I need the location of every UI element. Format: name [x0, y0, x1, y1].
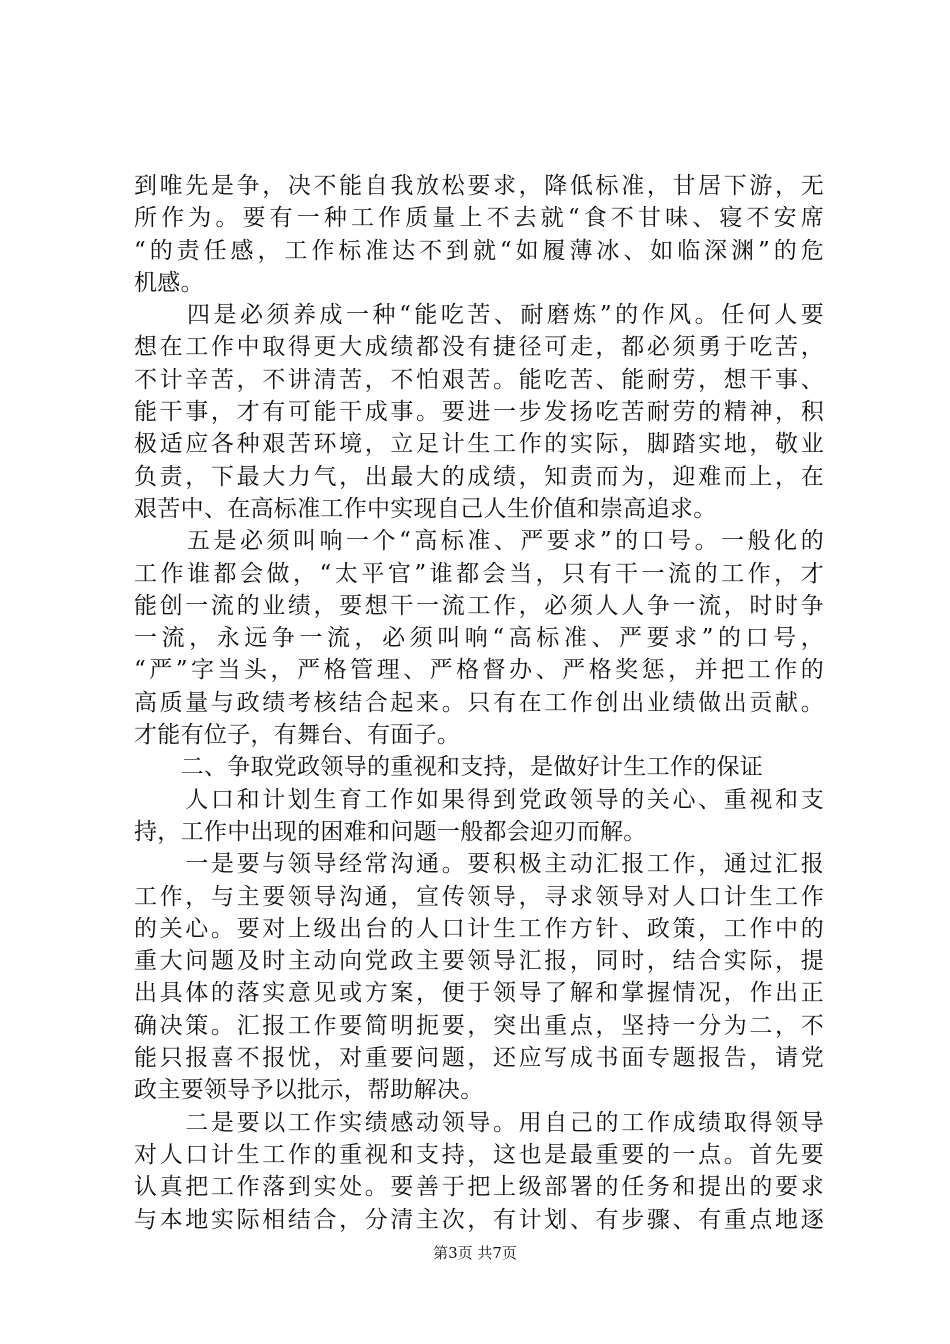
text-line: 认真把工作落到实处。要善于把上级部署的任务和提出的要求	[134, 1174, 824, 1201]
text-line: 一是要与领导经常沟通。要积极主动汇报工作，通过汇报	[134, 851, 824, 878]
text-line: 不计辛苦，不讲清苦，不怕艰苦。能吃苦、能耐劳，想干事、	[134, 366, 824, 393]
text-line: 五是必须叫响一个“高标准、严要求”的口号。一般化的	[134, 528, 824, 555]
text-line: 艰苦中、在高标准工作中实现自己人生价值和崇高追求。	[134, 495, 717, 522]
text-line: “严”字当头，严格管理、严格督办、严格奖惩，并把工作的	[134, 657, 824, 684]
text-line: 与本地实际相结合，分清主次，有计划、有步骤、有重点地逐	[134, 1206, 824, 1233]
text-line: “的责任感，工作标准达不到就“如履薄冰、如临深渊”的危	[134, 237, 824, 264]
text-line: 对人口计生工作的重视和支持，这也是最重要的一点。首先要	[134, 1141, 824, 1168]
text-line: 出具体的落实意见或方案，便于领导了解和掌握情况，作出正	[134, 980, 824, 1007]
text-line: 的关心。要对上级出台的人口计生工作方针、政策，工作中的	[134, 915, 824, 942]
text-line: 极适应各种艰苦环境，立足计生工作的实际，脚踏实地，敬业	[134, 431, 824, 458]
text-line: 到唯先是争，决不能自我放松要求，降低标准，甘居下游，无	[134, 173, 824, 199]
text-line: 机感。	[134, 269, 204, 296]
text-line: 所作为。要有一种工作质量上不去就“食不甘味、寝不安席	[134, 205, 824, 232]
text-line: 才能有位子，有舞台、有面子。	[134, 722, 461, 749]
text-line: 能干事，才有可能干成事。要进一步发扬吃苦耐劳的精神，积	[134, 399, 824, 426]
text-line: 四是必须养成一种“能吃苦、耐磨炼”的作风。任何人要	[134, 302, 824, 329]
text-line: 重大问题及时主动向党政主要领导汇报，同时，结合实际，提	[134, 948, 824, 975]
text-line: 高质量与政绩考核结合起来。只有在工作创出业绩做出贡献。	[134, 689, 824, 716]
text-line: 能只报喜不报忧，对重要问题，还应写成书面专题报告，请党	[134, 1045, 824, 1072]
text-line: 想在工作中取得更大成绩都没有捷径可走，都必须勇于吃苦，	[134, 334, 824, 361]
text-line: 负责，下最大力气，出最大的成绩，知责而为，迎难而上，在	[134, 463, 824, 490]
text-line: 政主要领导予以批示，帮助解决。	[134, 1077, 484, 1104]
document-body	[134, 170, 824, 1236]
text-line: 一流，永远争一流，必须叫响“高标准、严要求”的口号，	[134, 625, 824, 652]
text-line: 二是要以工作实绩感动领导。用自己的工作成绩取得领导	[134, 1109, 824, 1136]
text-line: 工作，与主要领导沟通，宣传领导，寻求领导对人口计生工作	[134, 883, 824, 910]
text-line: 二、争取党政领导的重视和支持，是做好计生工作的保证	[134, 754, 764, 781]
text-line: 确决策。汇报工作要简明扼要，突出重点，坚持一分为二，不	[134, 1012, 824, 1039]
text-line: 能创一流的业绩，要想干一流工作，必须人人争一流，时时争	[134, 592, 824, 619]
text-line: 工作谁都会做，“太平官”谁都会当，只有干一流的工作，才	[134, 560, 824, 587]
page-footer: 第3页 共7页	[433, 1244, 517, 1262]
text-line: 人口和计划生育工作如果得到党政领导的关心、重视和支	[134, 786, 824, 813]
text-line: 持，工作中出现的困难和问题一般都会迎刃而解。	[134, 818, 647, 845]
